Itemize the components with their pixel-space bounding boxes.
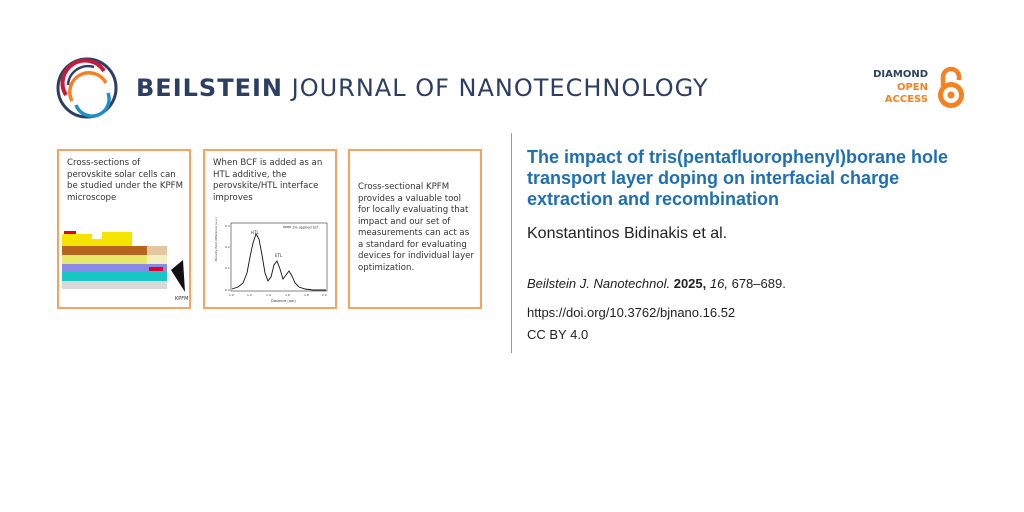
graphical-abstract-panel-3 xyxy=(348,149,482,309)
solar-cell-cross-section-diagram xyxy=(59,226,189,306)
layer-fto xyxy=(62,272,167,281)
layer-gold-left xyxy=(62,234,92,246)
citation-journal: Beilstein J. Nanotechnol. xyxy=(527,276,671,291)
contact-red xyxy=(64,231,76,234)
layer-glass xyxy=(62,281,167,289)
article-license: CC BY 4.0 xyxy=(527,327,589,342)
layer-htl xyxy=(62,246,147,255)
x-tick-3: 1.6 xyxy=(285,293,290,297)
beilstein-swirl-logo-icon xyxy=(54,55,120,121)
y-tick-3: 0.3 xyxy=(225,224,230,228)
article-title: The impact of tris(pentafluorophenyl)borane hole transport layer doping on interfacial charge extraction and recombination xyxy=(527,147,949,209)
oa-line-access: ACCESS xyxy=(884,94,928,105)
citation-year: 2025, xyxy=(673,276,707,291)
kpfm-tip-label: KPFM xyxy=(175,296,189,302)
panel-1-text: Cross-sections of perovskite solar cells can be studied under the KPFM microscope xyxy=(67,158,183,203)
plot-xlabel: Distance (µm) xyxy=(271,299,296,303)
journal-name xyxy=(136,74,709,102)
y-tick-0: 0.0 xyxy=(225,288,230,292)
journal-logo xyxy=(54,55,709,121)
oa-line-open: OPEN xyxy=(896,81,928,93)
x-tick-5: 2.0 xyxy=(322,293,327,297)
x-tick-2: 1.4 xyxy=(266,293,271,297)
citation-pages: 678–689. xyxy=(731,276,786,291)
y-tick-1: 0.1 xyxy=(225,266,230,270)
journal-name-bold: BEILSTEIN xyxy=(136,74,283,102)
open-access-label xyxy=(873,69,928,107)
graphical-abstract-panel-1 xyxy=(57,149,191,309)
x-tick-1: 1.2 xyxy=(247,293,252,297)
diamond-open-access-badge xyxy=(848,66,968,110)
kpfm-tip xyxy=(171,260,185,292)
article-citation xyxy=(527,276,786,291)
graphical-abstract-panel-2 xyxy=(203,149,337,309)
oa-line-diamond: DIAMOND xyxy=(873,69,928,80)
citation-volume: 16, xyxy=(709,276,728,291)
plot-legend: 1% applied bcf xyxy=(292,225,319,230)
x-tick-0: 1.0 xyxy=(229,293,234,297)
plot-ylabel: Density field difference (a.u.) xyxy=(214,217,218,261)
x-tick-4: 1.8 xyxy=(304,293,309,297)
panel-3-text: Cross-sectional KPFM provides a valuable tool for locally evaluating that impact and our set of measurements can act as a standard for evaluating devices for individual layer optimization. xyxy=(358,182,474,273)
panel-2-text: When BCF is added as an HTL additive, the perovskite/HTL interface improves xyxy=(213,158,323,203)
open-lock-icon xyxy=(934,66,968,110)
journal-name-rest: JOURNAL OF NANOTECHNOLOGY xyxy=(291,74,709,102)
label-etl: ETL xyxy=(275,253,283,258)
label-htl: HTL xyxy=(251,230,259,235)
y-tick-2: 0.2 xyxy=(225,245,230,249)
article-authors: Konstantinos Bidinakis et al. xyxy=(527,225,728,242)
kpfm-profile-plot xyxy=(205,217,335,307)
layer-perovskite xyxy=(62,255,147,264)
article-doi-link[interactable]: https://doi.org/10.3762/bjnano.16.52 xyxy=(527,305,736,320)
vertical-divider xyxy=(511,133,512,353)
kpfm-profile-line xyxy=(232,234,326,290)
layer-gold-right xyxy=(102,232,132,246)
